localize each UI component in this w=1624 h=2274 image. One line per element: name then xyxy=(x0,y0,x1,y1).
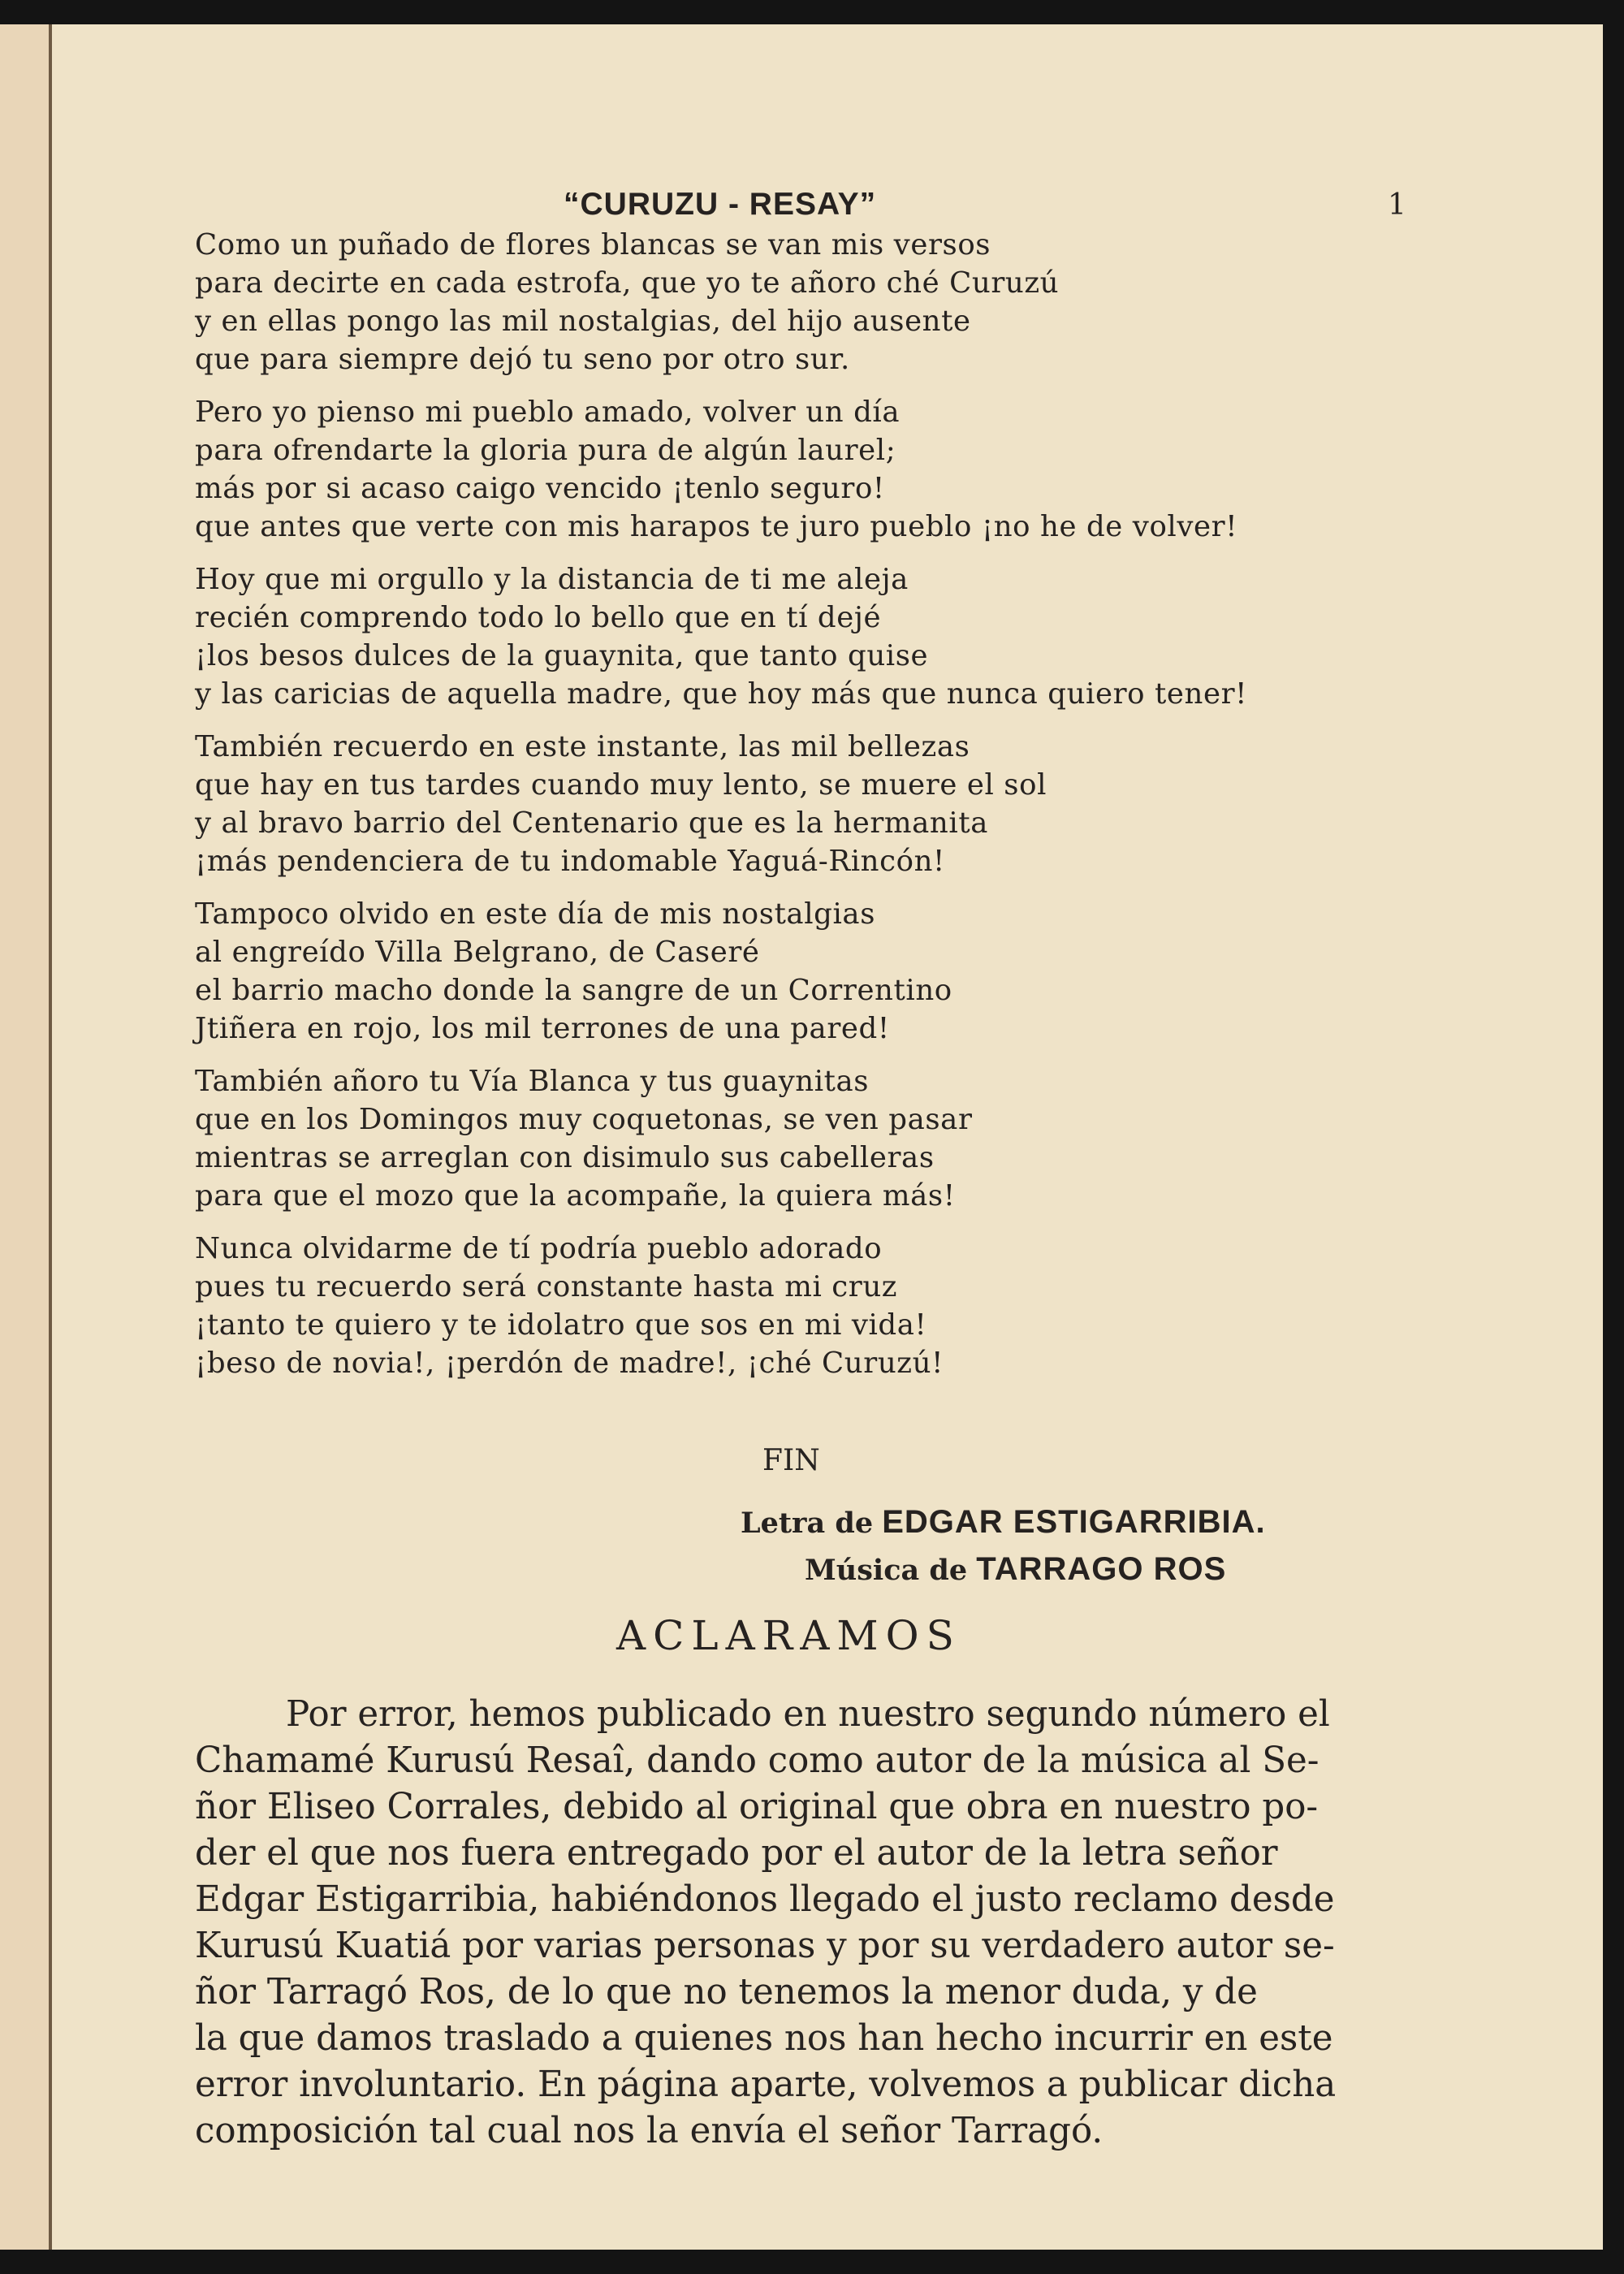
notice-line: der el que nos fuera entregado por el autor de la letra señor xyxy=(195,1833,1278,1874)
stanza xyxy=(195,1062,1462,1215)
lyric-line: También recuerdo en este instante, las mil bellezas xyxy=(195,730,970,763)
lyric-line: Como un puñado de flores blancas se van mis versos xyxy=(195,228,991,262)
lyric-line: pues tu recuerdo será constante hasta mi cruz xyxy=(195,1270,898,1303)
lyric-line: mientras se arreglan con disimulo sus cabelleras xyxy=(195,1141,935,1174)
lyric-line: que antes que verte con mis harapos te juro pueblo ¡no he de volver! xyxy=(195,510,1238,543)
lyric-line: para decirte en cada estrofa, que yo te añoro ché Curuzú xyxy=(195,266,1060,300)
notice-heading: ACLARAMOS xyxy=(616,1612,961,1659)
stanza xyxy=(195,393,1462,546)
notice-line: la que damos traslado a quienes nos han hecho incurrir en este xyxy=(195,2018,1333,2059)
notice-line: Kurusú Kuatiá por varias personas y por su verdadero autor se- xyxy=(195,1926,1335,1966)
notice-line: ñor Tarragó Ros, de lo que no tenemos la menor duda, y de xyxy=(195,1972,1258,2012)
lyric-line: ¡más pendenciera de tu indomable Yaguá-Rincón! xyxy=(195,845,945,878)
lyric-line: más por si acaso caigo vencido ¡tenlo seguro! xyxy=(195,472,885,505)
music-credit xyxy=(805,1551,1226,1588)
lyric-line: el barrio macho donde la sangre de un Correntino xyxy=(195,974,952,1007)
lyric-line: y las caricias de aquella madre, que hoy más que nunca quiero tener! xyxy=(195,677,1248,711)
lyric-line: ¡tanto te quiero y te idolatro que sos en mi vida! xyxy=(195,1308,927,1342)
notice-line: composición tal cual nos la envía el señor Tarragó. xyxy=(195,2111,1104,2151)
lyric-line: Pero yo pienso mi pueblo amado, volver un día xyxy=(195,396,901,429)
lyric-line: ¡los besos dulces de la guaynita, que tanto quise xyxy=(195,639,929,672)
end-marker: FIN xyxy=(762,1444,820,1477)
lyric-line: Hoy que mi orgullo y la distancia de ti me aleja xyxy=(195,563,909,596)
song-lyrics xyxy=(195,226,1462,1397)
notice-line: ñor Eliseo Corrales, debido al original que obra en nuestro po- xyxy=(195,1787,1319,1827)
lyric-line: Nunca olvidarme de tí podría pueblo adorado xyxy=(195,1232,883,1265)
song-title: “CURUZU - RESAY” xyxy=(564,187,877,222)
lyric-line: que hay en tus tardes cuando muy lento, se muere el sol xyxy=(195,768,1047,802)
notice-body xyxy=(195,1692,1462,2155)
notice-line: Por error, hemos publicado en nuestro segundo número el xyxy=(286,1694,1330,1735)
music-credit-prefix: Música de xyxy=(805,1554,968,1587)
lyric-line: Tampoco olvido en este día de mis nostalgias xyxy=(195,897,876,931)
lyric-line: y al bravo barrio del Centenario que es la hermanita xyxy=(195,806,988,840)
lyrics-credit-prefix: Letra de xyxy=(741,1507,874,1540)
lyrics-author: EDGAR ESTIGARRIBIA. xyxy=(882,1504,1266,1540)
lyrics-credit xyxy=(741,1504,1266,1541)
lyric-line: y en ellas pongo las mil nostalgias, del hijo ausente xyxy=(195,305,971,338)
notice-line: Chamamé Kurusú Resaî, dando como autor de la música al Se- xyxy=(195,1740,1320,1781)
page-number: 1 xyxy=(1388,188,1406,222)
lyric-line: para que el mozo que la acompañe, la quiera más! xyxy=(195,1179,956,1213)
lyric-line: al engreído Villa Belgrano, de Caseré xyxy=(195,936,760,969)
lyric-line: que en los Domingos muy coquetonas, se ven pasar xyxy=(195,1103,973,1136)
stanza xyxy=(195,728,1462,880)
lyric-line: para ofrendarte la gloria pura de algún laurel; xyxy=(195,434,896,467)
lyric-line: que para siempre dejó tu seno por otro sur. xyxy=(195,343,850,376)
music-author: TARRAGO ROS xyxy=(976,1551,1227,1587)
magazine-page xyxy=(49,24,1603,2250)
stanza xyxy=(195,895,1462,1048)
stanza xyxy=(195,226,1462,378)
stanza xyxy=(195,1230,1462,1382)
lyric-line: También añoro tu Vía Blanca y tus guaynitas xyxy=(195,1065,870,1098)
stanza xyxy=(195,560,1462,713)
lyric-line: Jtiñera en rojo, los mil terrones de una pared! xyxy=(195,1012,890,1045)
lyric-line: recién comprendo todo lo bello que en tí dejé xyxy=(195,601,882,634)
facing-page-edge xyxy=(0,24,49,2250)
notice-line: Edgar Estigarribia, habiéndonos llegado el justo reclamo desde xyxy=(195,1879,1335,1920)
notice-line: error involuntario. En página aparte, volvemos a publicar dicha xyxy=(195,2064,1337,2105)
lyric-line: ¡beso de novia!, ¡perdón de madre!, ¡ché Curuzú! xyxy=(195,1347,944,1380)
